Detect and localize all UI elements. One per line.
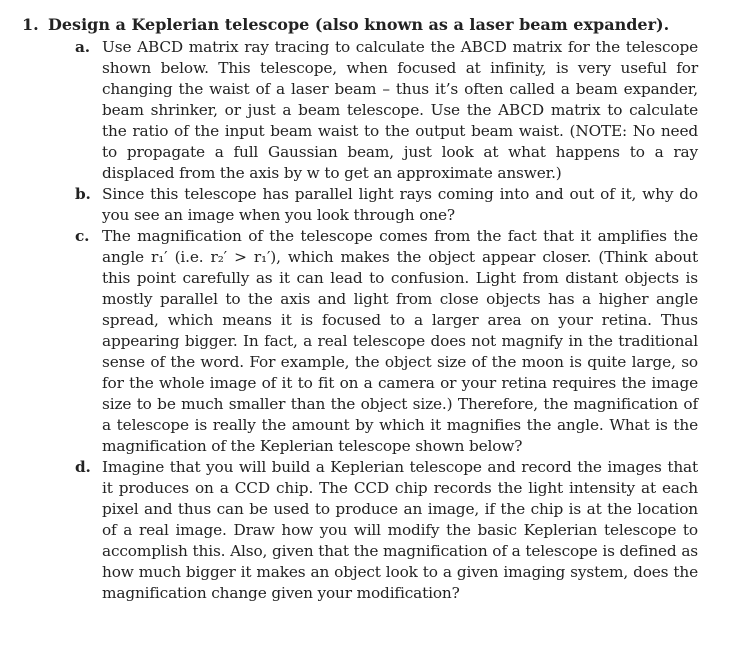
part-c-label: c. xyxy=(75,227,90,245)
part-a-label: a. xyxy=(75,38,90,56)
question-title xyxy=(22,14,698,36)
part-d-label: d. xyxy=(75,458,91,476)
question-title-text: Design a Keplerian telescope (also known as a laser beam expander). xyxy=(48,15,670,34)
part-d xyxy=(22,457,698,604)
question-parts-list xyxy=(22,37,698,604)
part-d-text: Imagine that you will build a Keplerian telescope and record the images that it produces on a CCD chip. The CCD chip records the light intensity at each pixel and thus can be used to produce an image, if the chip is at the location of a real image. Draw how you will modify the basic Keplerian telescope to accomplish this. Also, given that the magnification of a telescope is defined as how much bigger it makes an object look to a given imaging system, does the magnification change given your modification? xyxy=(102,458,698,602)
part-a-text: Use ABCD matrix ray tracing to calculate the ABCD matrix for the telescope shown below. This telescope, when focused at infinity, is very useful for changing the waist of a laser beam – thus it’s often called a beam expander, beam shrinker, or just a beam telescope. Use the ABCD matrix to calculate the ratio of the input beam waist to the output beam waist. (NOTE: No need to propagate a full Gaussian beam, just look at what happens to a ray displaced from the axis by w to get an approximate answer.) xyxy=(102,38,698,182)
part-a xyxy=(22,37,698,184)
part-b xyxy=(22,184,698,226)
part-c xyxy=(22,226,698,457)
part-b-label: b. xyxy=(75,185,91,203)
part-b-text: Since this telescope has parallel light rays coming into and out of it, why do you see an image when you look through one? xyxy=(102,185,698,224)
problem-document xyxy=(22,14,698,604)
part-c-text: The magnification of the telescope comes from the fact that it amplifies the angle r₁′ (i.e. r₂′ > r₁′), which makes the object appear closer. (Think about this point carefully as it can lead to confusion. Light from distant objects is mostly parallel to the axis and light from close objects has a higher angle spread, which means it is focused to a larger area on your retina. Thus appearing bigger. In fact, a real telescope does not magnify in the traditional sense of the word. For example, the object size of the moon is quite large, so for the whole image of it to fit on a camera or your retina requires the image size to be much smaller than the object size.) Therefore, the magnification of a telescope is really the amount by which it magnifies the angle. What is the magnification of the Keplerian telescope shown below? xyxy=(102,227,698,455)
question-number: 1. xyxy=(22,15,39,34)
